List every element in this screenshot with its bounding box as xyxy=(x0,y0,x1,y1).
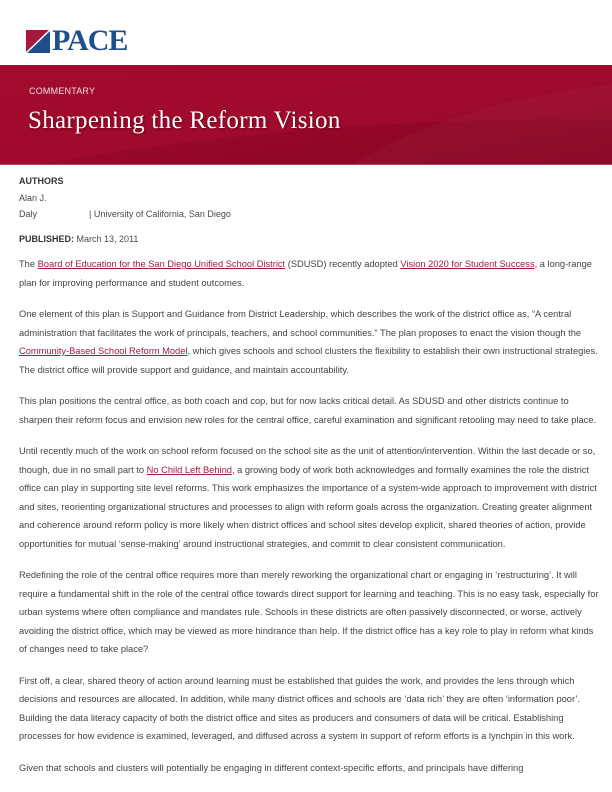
published-label: PUBLISHED: xyxy=(19,234,75,244)
text: The xyxy=(19,259,38,269)
paragraph-4 xyxy=(19,442,599,553)
text: One element of this plan is Support and Guidance from District Leadership, which describes the work of the district office as, “A central administration that facilitates the work of principals, teachers, and school communities.” The plan proposes to enact the vision though the xyxy=(19,309,582,338)
page-title: Sharpening the Reform Vision xyxy=(28,107,341,134)
paragraph-3: This plan positions the central office, as both coach and cop, but for now lacks critical detail. As SDUSD and other districts continue to sharpen their reform focus and envision new roles for the central office, careful examination and significant retooling may need to take place. xyxy=(19,396,597,425)
paragraph-6: First off, a clear, shared theory of action around learning must be established that guides the work, and provides the lens through which decisions and resources are allocated. In addition, while many district offices and schools are ‘data rich’ they are often ‘information poor’. Building the data literacy capacity of both the district office and sites as producers and consumers of data will be critical. Establishing processes for how evidence is examined, leveraged, and diffused across a system in support of reform efforts is a lynchpin in this work. xyxy=(19,675,581,741)
pace-logo-mark-icon xyxy=(26,30,50,53)
link-vision-2020[interactable]: Vision 2020 for Student Success xyxy=(400,259,535,269)
link-board-of-education[interactable]: Board of Education for the San Diego Unified School District xyxy=(37,259,286,269)
published-date xyxy=(19,234,138,244)
published-value: March 13, 2011 xyxy=(76,234,139,244)
author-affiliation: | University of California, San Diego xyxy=(89,209,231,219)
link-community-based-school-reform-model[interactable]: Community-Based School Reform Model xyxy=(19,346,188,356)
logo-text: PACE xyxy=(52,24,128,57)
text: (SDUSD) recently adopted xyxy=(285,259,401,269)
text: , a growing body of work both acknowledges and formally examines the role the district office can play in supporting site level reforms. This work emphasizes the importance of a system-wide approach to improvement with district and sites, reorienting organizational structures and processes to align with reform goals across the organization. Creating greater alignment and coherence around reform policy is more likely when district offices and school sites develop explicit, shared theories of action, provide opportunities for mutual ‘sense-making’ around instructional strategies, and commit to clear consistent communication. xyxy=(19,464,597,549)
link-no-child-left-behind[interactable]: No Child Left Behind xyxy=(146,464,232,475)
text: , a long-range plan for improving performance and student outcomes. xyxy=(19,259,592,288)
article-body xyxy=(19,255,599,790)
text: Until recently much of the work on school reform focused on the school site as the unit of attention/intervention. Within the last decade or so, though, due in no small part to xyxy=(19,446,596,475)
authors-heading: AUTHORS xyxy=(19,176,64,186)
paragraph-5: Redefining the role of the central office requires more than merely reworking the organizational chart or engaging in ‘restructuring’. It will require a fundamental shift in the role of the central office towards direct support for learning and teaching. This is no easy task, especially for urban systems where often compliance and mandates rule. Schools in these districts are often passively disconnected, or worse, actively avoiding the district office, which may be viewed as more hindrance than help. If the district office has a key role to play in reform what kinds of changes need to take place? xyxy=(19,570,599,654)
author-last-name[interactable] xyxy=(19,209,37,219)
paragraph-1 xyxy=(19,255,599,292)
header-banner xyxy=(0,65,612,165)
author-last-name-text: Daly xyxy=(19,209,38,219)
author-first-name-text: Alan J. xyxy=(19,193,47,203)
article-type-label: COMMENTARY xyxy=(29,86,96,96)
pace-logo[interactable] xyxy=(26,24,128,57)
text: , which gives schools and school clusters the flexibility to establish their own instructional strategies. The district office will provide support and guidance, and maintain accountability. xyxy=(19,346,598,375)
paragraph-7: Given that schools and clusters will potentially be engaging in different context-specific efforts, and principals have differing xyxy=(19,762,524,773)
paragraph-2 xyxy=(19,305,599,379)
author-first-name[interactable] xyxy=(19,193,47,203)
